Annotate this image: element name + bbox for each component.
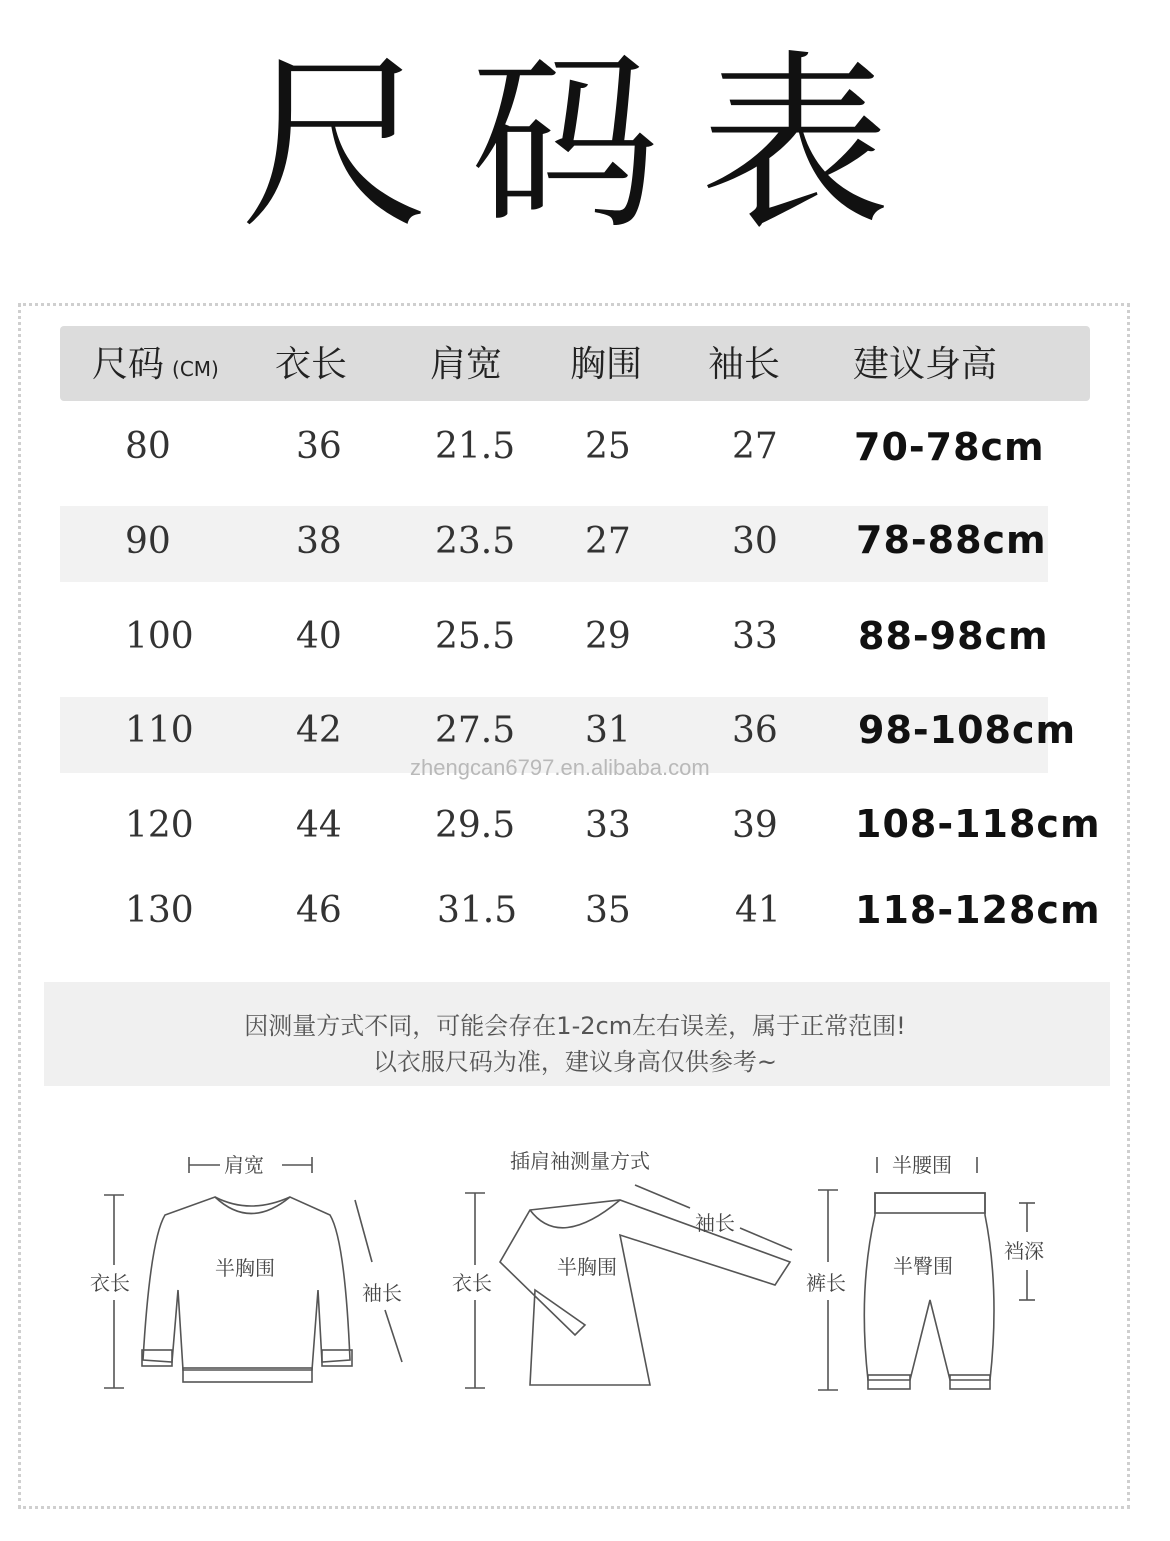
table-cell: 36 — [296, 426, 342, 467]
table-cell-height: 98-108cm — [858, 708, 1077, 752]
label-length: 衣长 — [452, 1271, 492, 1295]
label-sleeve: 袖长 — [695, 1211, 735, 1235]
table-cell: 21.5 — [435, 426, 516, 467]
table-cell: 90 — [125, 521, 171, 562]
table-cell-height: 108-118cm — [855, 802, 1101, 846]
label-pants-length: 裤长 — [806, 1271, 846, 1295]
table-cell-height: 78-88cm — [856, 518, 1047, 562]
table-cell: 40 — [296, 616, 342, 657]
header-sleeve: 袖长 — [708, 344, 781, 385]
table-cell: 27.5 — [435, 710, 516, 751]
header-chest: 胸围 — [570, 344, 643, 385]
measurement-diagrams — [0, 1140, 1170, 1420]
table-cell: 120 — [125, 805, 194, 846]
table-cell: 33 — [585, 805, 631, 846]
table-cell: 31.5 — [437, 890, 518, 931]
header-height: 建议身高 — [853, 344, 998, 385]
table-cell: 42 — [296, 710, 342, 751]
raglan-shirt-icon — [500, 1200, 790, 1385]
note-line: 以衣服尺码为准，建议身高仅供参考~ — [372, 1048, 778, 1076]
table-cell: 110 — [125, 710, 194, 751]
table-cell: 41 — [735, 890, 781, 931]
table-cell: 46 — [296, 890, 342, 931]
table-cell: 27 — [585, 521, 631, 562]
sweater-icon — [142, 1197, 352, 1382]
table-cell: 36 — [732, 710, 778, 751]
table-cell: 30 — [732, 521, 778, 562]
table-cell: 80 — [125, 426, 171, 467]
label-sleeve: 袖长 — [362, 1281, 402, 1305]
table-cell: 27 — [732, 426, 778, 467]
table-cell: 44 — [296, 805, 342, 846]
table-cell: 38 — [296, 521, 342, 562]
table-cell: 23.5 — [435, 521, 516, 562]
table-cell: 29.5 — [435, 805, 516, 846]
label-raglan-title: 插肩袖测量方式 — [510, 1149, 650, 1173]
label-rise: 裆深 — [1004, 1239, 1044, 1263]
pants-icon — [864, 1193, 994, 1389]
label-chest: 半胸围 — [215, 1256, 275, 1280]
label-hip: 半臀围 — [893, 1254, 953, 1278]
note-line: 因测量方式不同，可能会存在1-2cm左右误差，属于正常范围! — [244, 1012, 906, 1040]
table-cell: 35 — [585, 890, 631, 931]
table-cell-height: 88-98cm — [858, 614, 1049, 658]
table-cell: 25.5 — [435, 616, 516, 657]
header-length: 衣长 — [275, 344, 348, 385]
table-cell: 25 — [585, 426, 631, 467]
table-cell: 130 — [125, 890, 194, 931]
table-cell: 100 — [125, 616, 194, 657]
table-cell: 29 — [585, 616, 631, 657]
header-unit: (CM) — [172, 357, 219, 381]
table-cell-height: 70-78cm — [854, 425, 1045, 469]
header-size: 尺码 (CM) — [92, 344, 219, 385]
label-waist: 半腰围 — [892, 1153, 952, 1177]
label-length: 衣长 — [90, 1271, 130, 1295]
label-shoulder: 肩宽 — [224, 1153, 264, 1177]
table-cell-height: 118-128cm — [855, 888, 1101, 932]
table-cell: 33 — [732, 616, 778, 657]
table-cell: 31 — [585, 710, 631, 751]
watermark: zhengcan6797.en.alibaba.com — [410, 755, 710, 780]
page-title: 尺码表 — [239, 34, 930, 255]
header-shoulder: 肩宽 — [430, 344, 503, 385]
label-chest: 半胸围 — [557, 1255, 617, 1279]
table-cell: 39 — [732, 805, 778, 846]
